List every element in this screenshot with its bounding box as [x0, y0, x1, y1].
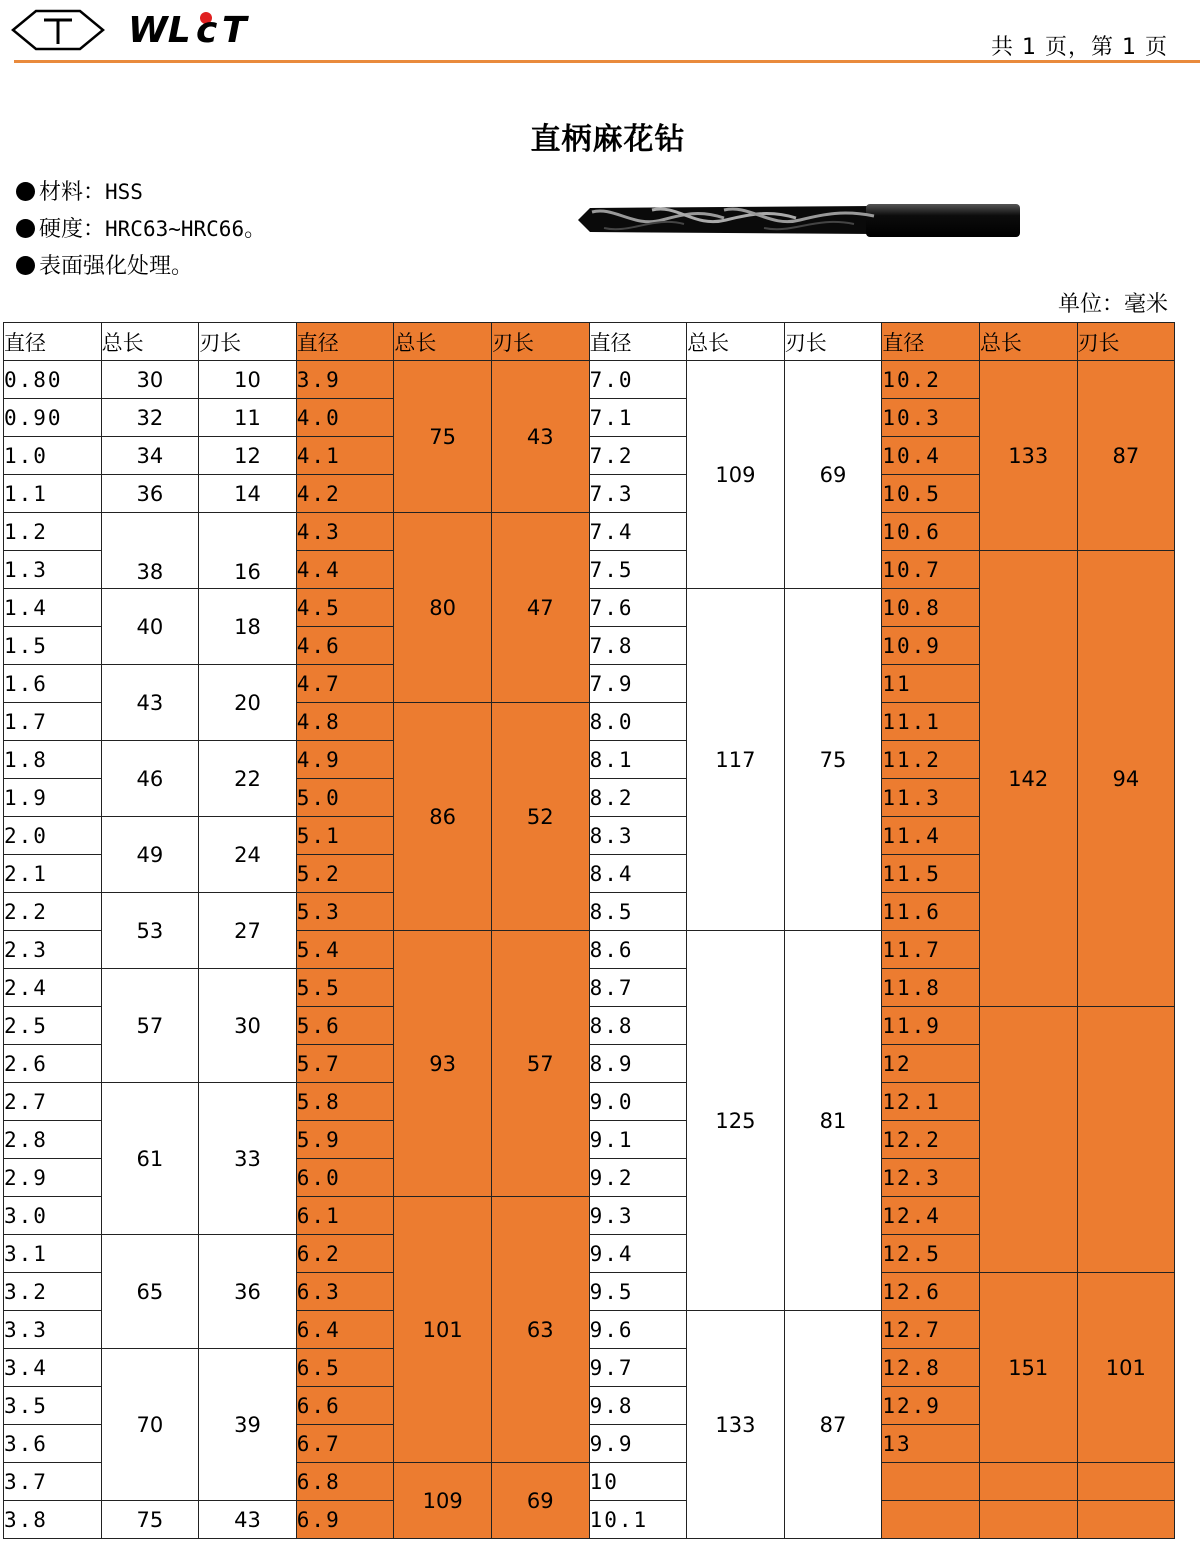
- spec-hardness: [16, 211, 266, 248]
- diameter-cell: 3.3: [4, 1311, 102, 1349]
- diameter-cell: 5.5: [296, 969, 394, 1007]
- header-divider: [14, 60, 1200, 63]
- diameter-cell: 5.9: [296, 1121, 394, 1159]
- diameter-cell: 0.80: [4, 361, 102, 399]
- diameter-cell: 2.9: [4, 1159, 102, 1197]
- diameter-cell: [882, 1501, 980, 1539]
- diameter-cell: 3.2: [4, 1273, 102, 1311]
- column-header: 直径: [4, 323, 102, 361]
- flute-length-cell: 43: [199, 1501, 297, 1539]
- total-length-cell: [979, 1463, 1077, 1501]
- diameter-cell: 7.3: [589, 475, 687, 513]
- diameter-cell: 12.7: [882, 1311, 980, 1349]
- diameter-cell: 8.3: [589, 817, 687, 855]
- drill-bit-image: [574, 198, 1026, 242]
- diameter-cell: [882, 1463, 980, 1501]
- flute-length-cell: 57: [491, 931, 589, 1197]
- flute-length-cell: 69: [784, 361, 882, 589]
- total-length-cell: 109: [394, 1463, 492, 1539]
- diameter-cell: 10.7: [882, 551, 980, 589]
- diameter-cell: 5.2: [296, 855, 394, 893]
- diameter-cell: 10.4: [882, 437, 980, 475]
- page-counter: 共 1 页，第 1 页: [991, 35, 1168, 60]
- diameter-cell: 4.6: [296, 627, 394, 665]
- company-emblem-icon: [10, 8, 106, 52]
- diameter-cell: 2.6: [4, 1045, 102, 1083]
- spec-label: 硬度：: [39, 217, 106, 242]
- diameter-cell: 8.8: [589, 1007, 687, 1045]
- diameter-cell: 12: [882, 1045, 980, 1083]
- flute-length-cell: 69: [491, 1463, 589, 1539]
- svg-text:T: T: [222, 10, 247, 48]
- diameter-cell: 6.0: [296, 1159, 394, 1197]
- diameter-cell: 6.9: [296, 1501, 394, 1539]
- total-length-cell: 117: [687, 589, 785, 931]
- diameter-cell: 4.8: [296, 703, 394, 741]
- diameter-cell: 4.5: [296, 589, 394, 627]
- diameter-cell: 4.2: [296, 475, 394, 513]
- flute-length-cell: 12: [199, 437, 297, 475]
- total-length-cell: 34: [101, 437, 199, 475]
- total-length-cell: 53: [101, 893, 199, 969]
- total-length-cell: 49: [101, 817, 199, 893]
- diameter-cell: 4.3: [296, 513, 394, 551]
- table-row: [4, 1501, 1175, 1539]
- diameter-cell: 11.1: [882, 703, 980, 741]
- flute-length-cell: 47: [491, 513, 589, 703]
- diameter-cell: 11: [882, 665, 980, 703]
- total-length-cell: 32: [101, 399, 199, 437]
- diameter-cell: 1.5: [4, 627, 102, 665]
- total-length-cell: 30: [101, 361, 199, 399]
- diameter-cell: 9.6: [589, 1311, 687, 1349]
- column-header: 刃长: [491, 323, 589, 361]
- flute-length-cell: 10: [199, 361, 297, 399]
- diameter-cell: 11.5: [882, 855, 980, 893]
- diameter-cell: 2.1: [4, 855, 102, 893]
- column-header: 刃长: [199, 323, 297, 361]
- spec-material: [16, 174, 266, 211]
- flute-length-cell: 81: [784, 931, 882, 1311]
- diameter-cell: 8.6: [589, 931, 687, 969]
- total-length-cell: 80: [394, 513, 492, 703]
- diameter-cell: 11.2: [882, 741, 980, 779]
- diameter-cell: 7.1: [589, 399, 687, 437]
- diameter-cell: 3.5: [4, 1387, 102, 1425]
- diameter-cell: 7.5: [589, 551, 687, 589]
- diameter-cell: 4.0: [296, 399, 394, 437]
- diameter-cell: 3.0: [4, 1197, 102, 1235]
- flute-length-cell: 30: [199, 969, 297, 1083]
- diameter-cell: 10.6: [882, 513, 980, 551]
- flute-length-cell: 14: [199, 475, 297, 513]
- diameter-cell: 12.1: [882, 1083, 980, 1121]
- column-header: 总长: [394, 323, 492, 361]
- diameter-cell: 11.9: [882, 1007, 980, 1045]
- diameter-cell: 6.1: [296, 1197, 394, 1235]
- page-title: 直柄麻花钻: [530, 122, 686, 157]
- diameter-cell: 1.1: [4, 475, 102, 513]
- total-length-cell: 65: [101, 1235, 199, 1349]
- spec-suffix: 。: [244, 217, 267, 242]
- column-header: 总长: [979, 323, 1077, 361]
- diameter-cell: 1.3: [4, 551, 102, 589]
- diameter-cell: 12.3: [882, 1159, 980, 1197]
- diameter-cell: 12.5: [882, 1235, 980, 1273]
- diameter-cell: 7.2: [589, 437, 687, 475]
- total-length-cell: 36: [101, 475, 199, 513]
- diameter-cell: 6.7: [296, 1425, 394, 1463]
- spec-value: HSS: [105, 180, 143, 204]
- diameter-cell: 3.4: [4, 1349, 102, 1387]
- diameter-cell: 2.4: [4, 969, 102, 1007]
- total-length-cell: 133: [687, 1311, 785, 1539]
- diameter-cell: 12.2: [882, 1121, 980, 1159]
- total-length-cell: 93: [394, 931, 492, 1197]
- company-logo-icon: [126, 4, 254, 48]
- diameter-cell: 12.4: [882, 1197, 980, 1235]
- total-length-cell: 142: [979, 551, 1077, 1007]
- bullet-icon: [16, 256, 35, 275]
- diameter-cell: 8.0: [589, 703, 687, 741]
- total-length-cell: 86: [394, 703, 492, 931]
- flute-length-cell: 75: [784, 589, 882, 931]
- diameter-cell: 6.5: [296, 1349, 394, 1387]
- column-header: 直径: [589, 323, 687, 361]
- diameter-cell: 11.3: [882, 779, 980, 817]
- diameter-cell: 5.1: [296, 817, 394, 855]
- diameter-cell: 5.6: [296, 1007, 394, 1045]
- bullet-icon: [16, 182, 35, 201]
- diameter-cell: 1.7: [4, 703, 102, 741]
- diameter-cell: 5.0: [296, 779, 394, 817]
- diameter-cell: 12.9: [882, 1387, 980, 1425]
- diameter-cell: 10.2: [882, 361, 980, 399]
- diameter-cell: 8.2: [589, 779, 687, 817]
- diameter-cell: 2.2: [4, 893, 102, 931]
- diameter-cell: 7.6: [589, 589, 687, 627]
- diameter-cell: 1.0: [4, 437, 102, 475]
- diameter-cell: 4.7: [296, 665, 394, 703]
- spec-value: HRC63~HRC66: [105, 217, 245, 241]
- flute-length-cell: 87: [1077, 361, 1175, 551]
- total-length-cell: 151: [979, 1273, 1077, 1463]
- spec-label: 表面强化处理。: [39, 254, 194, 279]
- diameter-cell: 6.6: [296, 1387, 394, 1425]
- diameter-cell: 12.6: [882, 1273, 980, 1311]
- flute-length-cell: 33: [199, 1083, 297, 1235]
- total-length-cell: 125: [687, 931, 785, 1311]
- total-length-cell: 75: [394, 361, 492, 513]
- total-length-cell: 38: [101, 513, 199, 589]
- svg-text:c: c: [196, 10, 218, 48]
- diameter-cell: 3.6: [4, 1425, 102, 1463]
- diameter-cell: 8.9: [589, 1045, 687, 1083]
- diameter-cell: 3.9: [296, 361, 394, 399]
- drill-spec-table: [3, 322, 1175, 1539]
- bullet-icon: [16, 219, 35, 238]
- diameter-cell: 2.7: [4, 1083, 102, 1121]
- flute-length-cell: 43: [491, 361, 589, 513]
- diameter-cell: 6.3: [296, 1273, 394, 1311]
- diameter-cell: 2.5: [4, 1007, 102, 1045]
- diameter-cell: 3.8: [4, 1501, 102, 1539]
- flute-length-cell: 101: [1077, 1273, 1175, 1463]
- diameter-cell: 7.9: [589, 665, 687, 703]
- diameter-cell: 11.7: [882, 931, 980, 969]
- diameter-cell: 9.4: [589, 1235, 687, 1273]
- diameter-cell: 9.9: [589, 1425, 687, 1463]
- flute-length-cell: 39: [199, 1349, 297, 1501]
- flute-length-cell: 16: [199, 513, 297, 589]
- flute-length-cell: 87: [784, 1311, 882, 1539]
- unit-label: 单位：毫米: [1057, 292, 1168, 317]
- diameter-cell: 5.7: [296, 1045, 394, 1083]
- diameter-cell: 6.4: [296, 1311, 394, 1349]
- diameter-cell: 11.4: [882, 817, 980, 855]
- diameter-cell: 1.9: [4, 779, 102, 817]
- total-length-cell: 46: [101, 741, 199, 817]
- diameter-cell: 6.8: [296, 1463, 394, 1501]
- total-length-cell: 75: [101, 1501, 199, 1539]
- diameter-cell: 5.3: [296, 893, 394, 931]
- diameter-cell: 8.5: [589, 893, 687, 931]
- column-header: 刃长: [784, 323, 882, 361]
- diameter-cell: 2.3: [4, 931, 102, 969]
- column-header: 总长: [687, 323, 785, 361]
- diameter-cell: 9.0: [589, 1083, 687, 1121]
- diameter-cell: 13: [882, 1425, 980, 1463]
- flute-length-cell: [1077, 1007, 1175, 1273]
- total-length-cell: 133: [979, 361, 1077, 551]
- table-row: [4, 361, 1175, 399]
- diameter-cell: 5.8: [296, 1083, 394, 1121]
- flute-length-cell: 20: [199, 665, 297, 741]
- flute-length-cell: 11: [199, 399, 297, 437]
- total-length-cell: 61: [101, 1083, 199, 1235]
- total-length-cell: 40: [101, 589, 199, 665]
- total-length-cell: 43: [101, 665, 199, 741]
- diameter-cell: 4.1: [296, 437, 394, 475]
- page-header: [0, 0, 1200, 66]
- diameter-cell: 11.8: [882, 969, 980, 1007]
- column-header: 直径: [882, 323, 980, 361]
- total-length-cell: 109: [687, 361, 785, 589]
- total-length-cell: 57: [101, 969, 199, 1083]
- diameter-cell: 11.6: [882, 893, 980, 931]
- flute-length-cell: 36: [199, 1235, 297, 1349]
- diameter-cell: 2.0: [4, 817, 102, 855]
- diameter-cell: 9.1: [589, 1121, 687, 1159]
- diameter-cell: 8.4: [589, 855, 687, 893]
- column-header: 总长: [101, 323, 199, 361]
- diameter-cell: 6.2: [296, 1235, 394, 1273]
- diameter-cell: 9.3: [589, 1197, 687, 1235]
- flute-length-cell: 18: [199, 589, 297, 665]
- flute-length-cell: 94: [1077, 551, 1175, 1007]
- diameter-cell: 9.7: [589, 1349, 687, 1387]
- diameter-cell: 12.8: [882, 1349, 980, 1387]
- diameter-cell: 7.4: [589, 513, 687, 551]
- diameter-cell: 10.3: [882, 399, 980, 437]
- flute-length-cell: 63: [491, 1197, 589, 1463]
- diameter-cell: 1.2: [4, 513, 102, 551]
- diameter-cell: 9.5: [589, 1273, 687, 1311]
- diameter-cell: 0.90: [4, 399, 102, 437]
- flute-length-cell: [1077, 1501, 1175, 1539]
- total-length-cell: 101: [394, 1197, 492, 1463]
- total-length-cell: [979, 1501, 1077, 1539]
- diameter-cell: 10.9: [882, 627, 980, 665]
- flute-length-cell: 24: [199, 817, 297, 893]
- diameter-cell: 9.8: [589, 1387, 687, 1425]
- diameter-cell: 10.8: [882, 589, 980, 627]
- diameter-cell: 9.2: [589, 1159, 687, 1197]
- diameter-cell: 7.8: [589, 627, 687, 665]
- spec-list: [16, 174, 266, 285]
- diameter-cell: 4.9: [296, 741, 394, 779]
- diameter-cell: 10.1: [589, 1501, 687, 1539]
- diameter-cell: 7.0: [589, 361, 687, 399]
- diameter-cell: 1.4: [4, 589, 102, 627]
- total-length-cell: [979, 1007, 1077, 1273]
- diameter-cell: 5.4: [296, 931, 394, 969]
- flute-length-cell: [1077, 1463, 1175, 1501]
- diameter-cell: 10: [589, 1463, 687, 1501]
- total-length-cell: 70: [101, 1349, 199, 1501]
- spec-label: 材料：: [39, 180, 106, 205]
- diameter-cell: 8.7: [589, 969, 687, 1007]
- diameter-cell: 2.8: [4, 1121, 102, 1159]
- flute-length-cell: 27: [199, 893, 297, 969]
- diameter-cell: 3.1: [4, 1235, 102, 1273]
- flute-length-cell: 22: [199, 741, 297, 817]
- diameter-cell: 8.1: [589, 741, 687, 779]
- diameter-cell: 4.4: [296, 551, 394, 589]
- column-header: 直径: [296, 323, 394, 361]
- diameter-cell: 10.5: [882, 475, 980, 513]
- diameter-cell: 1.8: [4, 741, 102, 779]
- spec-surface: [16, 248, 266, 285]
- diameter-cell: 3.7: [4, 1463, 102, 1501]
- flute-length-cell: 52: [491, 703, 589, 931]
- column-header: 刃长: [1077, 323, 1175, 361]
- diameter-cell: 1.6: [4, 665, 102, 703]
- svg-text:WL: WL: [128, 10, 191, 48]
- table-header-row: [4, 323, 1175, 361]
